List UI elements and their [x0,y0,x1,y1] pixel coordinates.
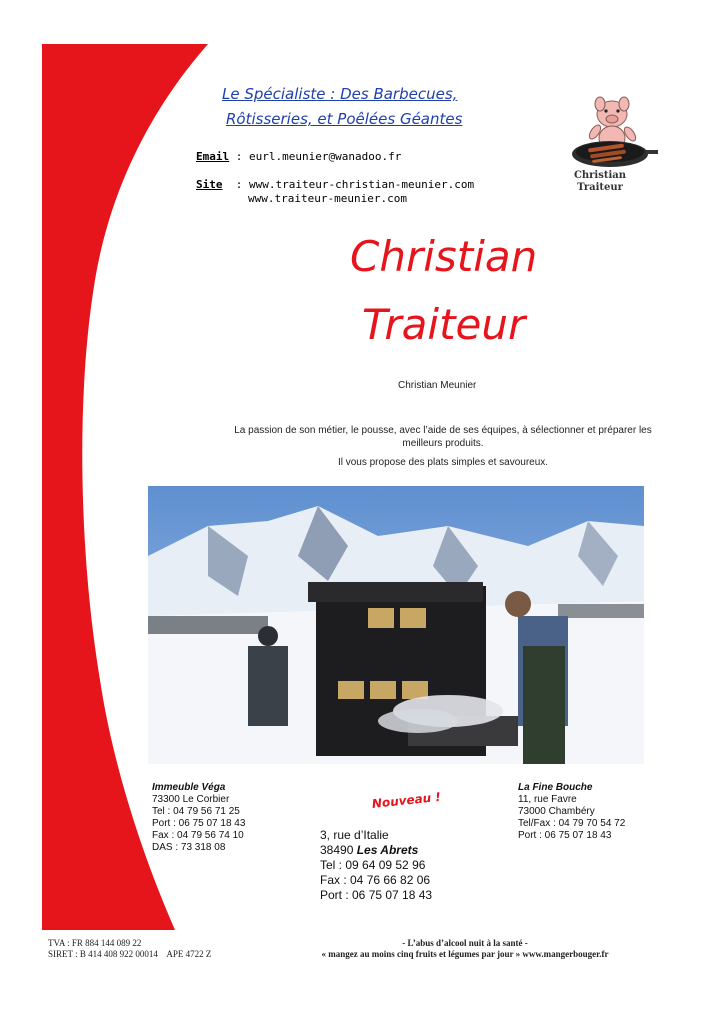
intro-line-3: Il vous propose des plats simples et savoureux. [337,457,549,468]
logo-caption [560,170,640,194]
left-address-line-4: Fax : 04 79 56 74 10 [152,830,244,841]
center-address-fax: Fax : 04 76 66 82 06 [320,873,431,887]
logo-caption-line-1: Christian [573,170,627,181]
center-address-street: 3, rue d’Italie [320,828,389,842]
barbecue-mountain-photo [148,486,644,764]
center-address-postcode: 38490 [320,843,354,857]
site-link-2[interactable]: www.traiteur-meunier.com [248,192,407,205]
main-title-line-2: Traiteur [362,300,526,349]
right-address-line-1: 11, rue Favre [518,794,577,805]
left-address-line-2: Tel : 04 79 56 71 25 [152,806,240,817]
intro-line-2: meilleurs produits. [402,438,484,449]
left-address-line-5: DAS : 73 318 08 [152,842,226,853]
center-address-port: Port : 06 75 07 18 43 [320,888,433,902]
left-address-line-1: 73300 Le Corbier [152,794,230,805]
email-row [196,150,401,164]
main-title-line-1: Christian [350,232,538,281]
center-address-city-row [320,843,432,858]
right-address-line-4: Port : 06 75 07 18 43 [518,830,612,841]
intro-line-1: La passion de son métier, le pousse, avec l’aide de ses équipes, à sélectionner et préparer les [234,425,652,436]
tagline-line-2: Rôtisseries, et Poêlées Géantes [226,110,463,128]
left-address-heading: Immeuble Véga [152,782,226,793]
intro-text [218,424,668,469]
site-link-1[interactable]: www.traiteur-christian-meunier.com [249,178,475,191]
new-badge: Nouveau ! [371,789,442,811]
footer-health [300,938,630,960]
tagline-line-1: Le Spécialiste : Des Barbecues, [222,85,458,103]
email-separator: : [229,150,249,163]
site-separator: : [222,178,249,191]
footer-legal [48,938,211,960]
footer-warning: - L’abus d’alcool nuit à la santé - [402,938,528,948]
right-address-heading: La Fine Bouche [518,782,593,793]
footer-tva: TVA : FR 884 144 089 22 [48,938,142,948]
email-label: Email [196,150,230,163]
center-address-block [320,828,432,903]
email-link[interactable]: eurl.meunier@wanadoo.fr [249,150,402,163]
site-label: Site [196,178,223,191]
footer-siret: SIRET : B 414 408 922 00014 APE 4722 Z [48,949,212,959]
right-address-block [518,782,625,842]
footer-advice: « mangez au moins cinq fruits et légumes par jour » www.mangerbouger.fr [321,949,609,959]
right-address-line-2: 73000 Chambéry [518,806,595,817]
left-address-block [152,782,245,854]
owner-name: Christian Meunier [398,380,477,391]
center-address-city: Les Abrets [356,843,419,857]
right-address-line-3: Tel/Fax : 04 79 70 54 72 [518,818,626,829]
tagline [222,82,462,132]
site-row [196,178,474,192]
center-address-tel: Tel : 09 64 09 52 96 [320,858,426,872]
left-address-line-3: Port : 06 75 07 18 43 [152,818,246,829]
logo-caption-line-2: Traiteur [577,182,623,193]
